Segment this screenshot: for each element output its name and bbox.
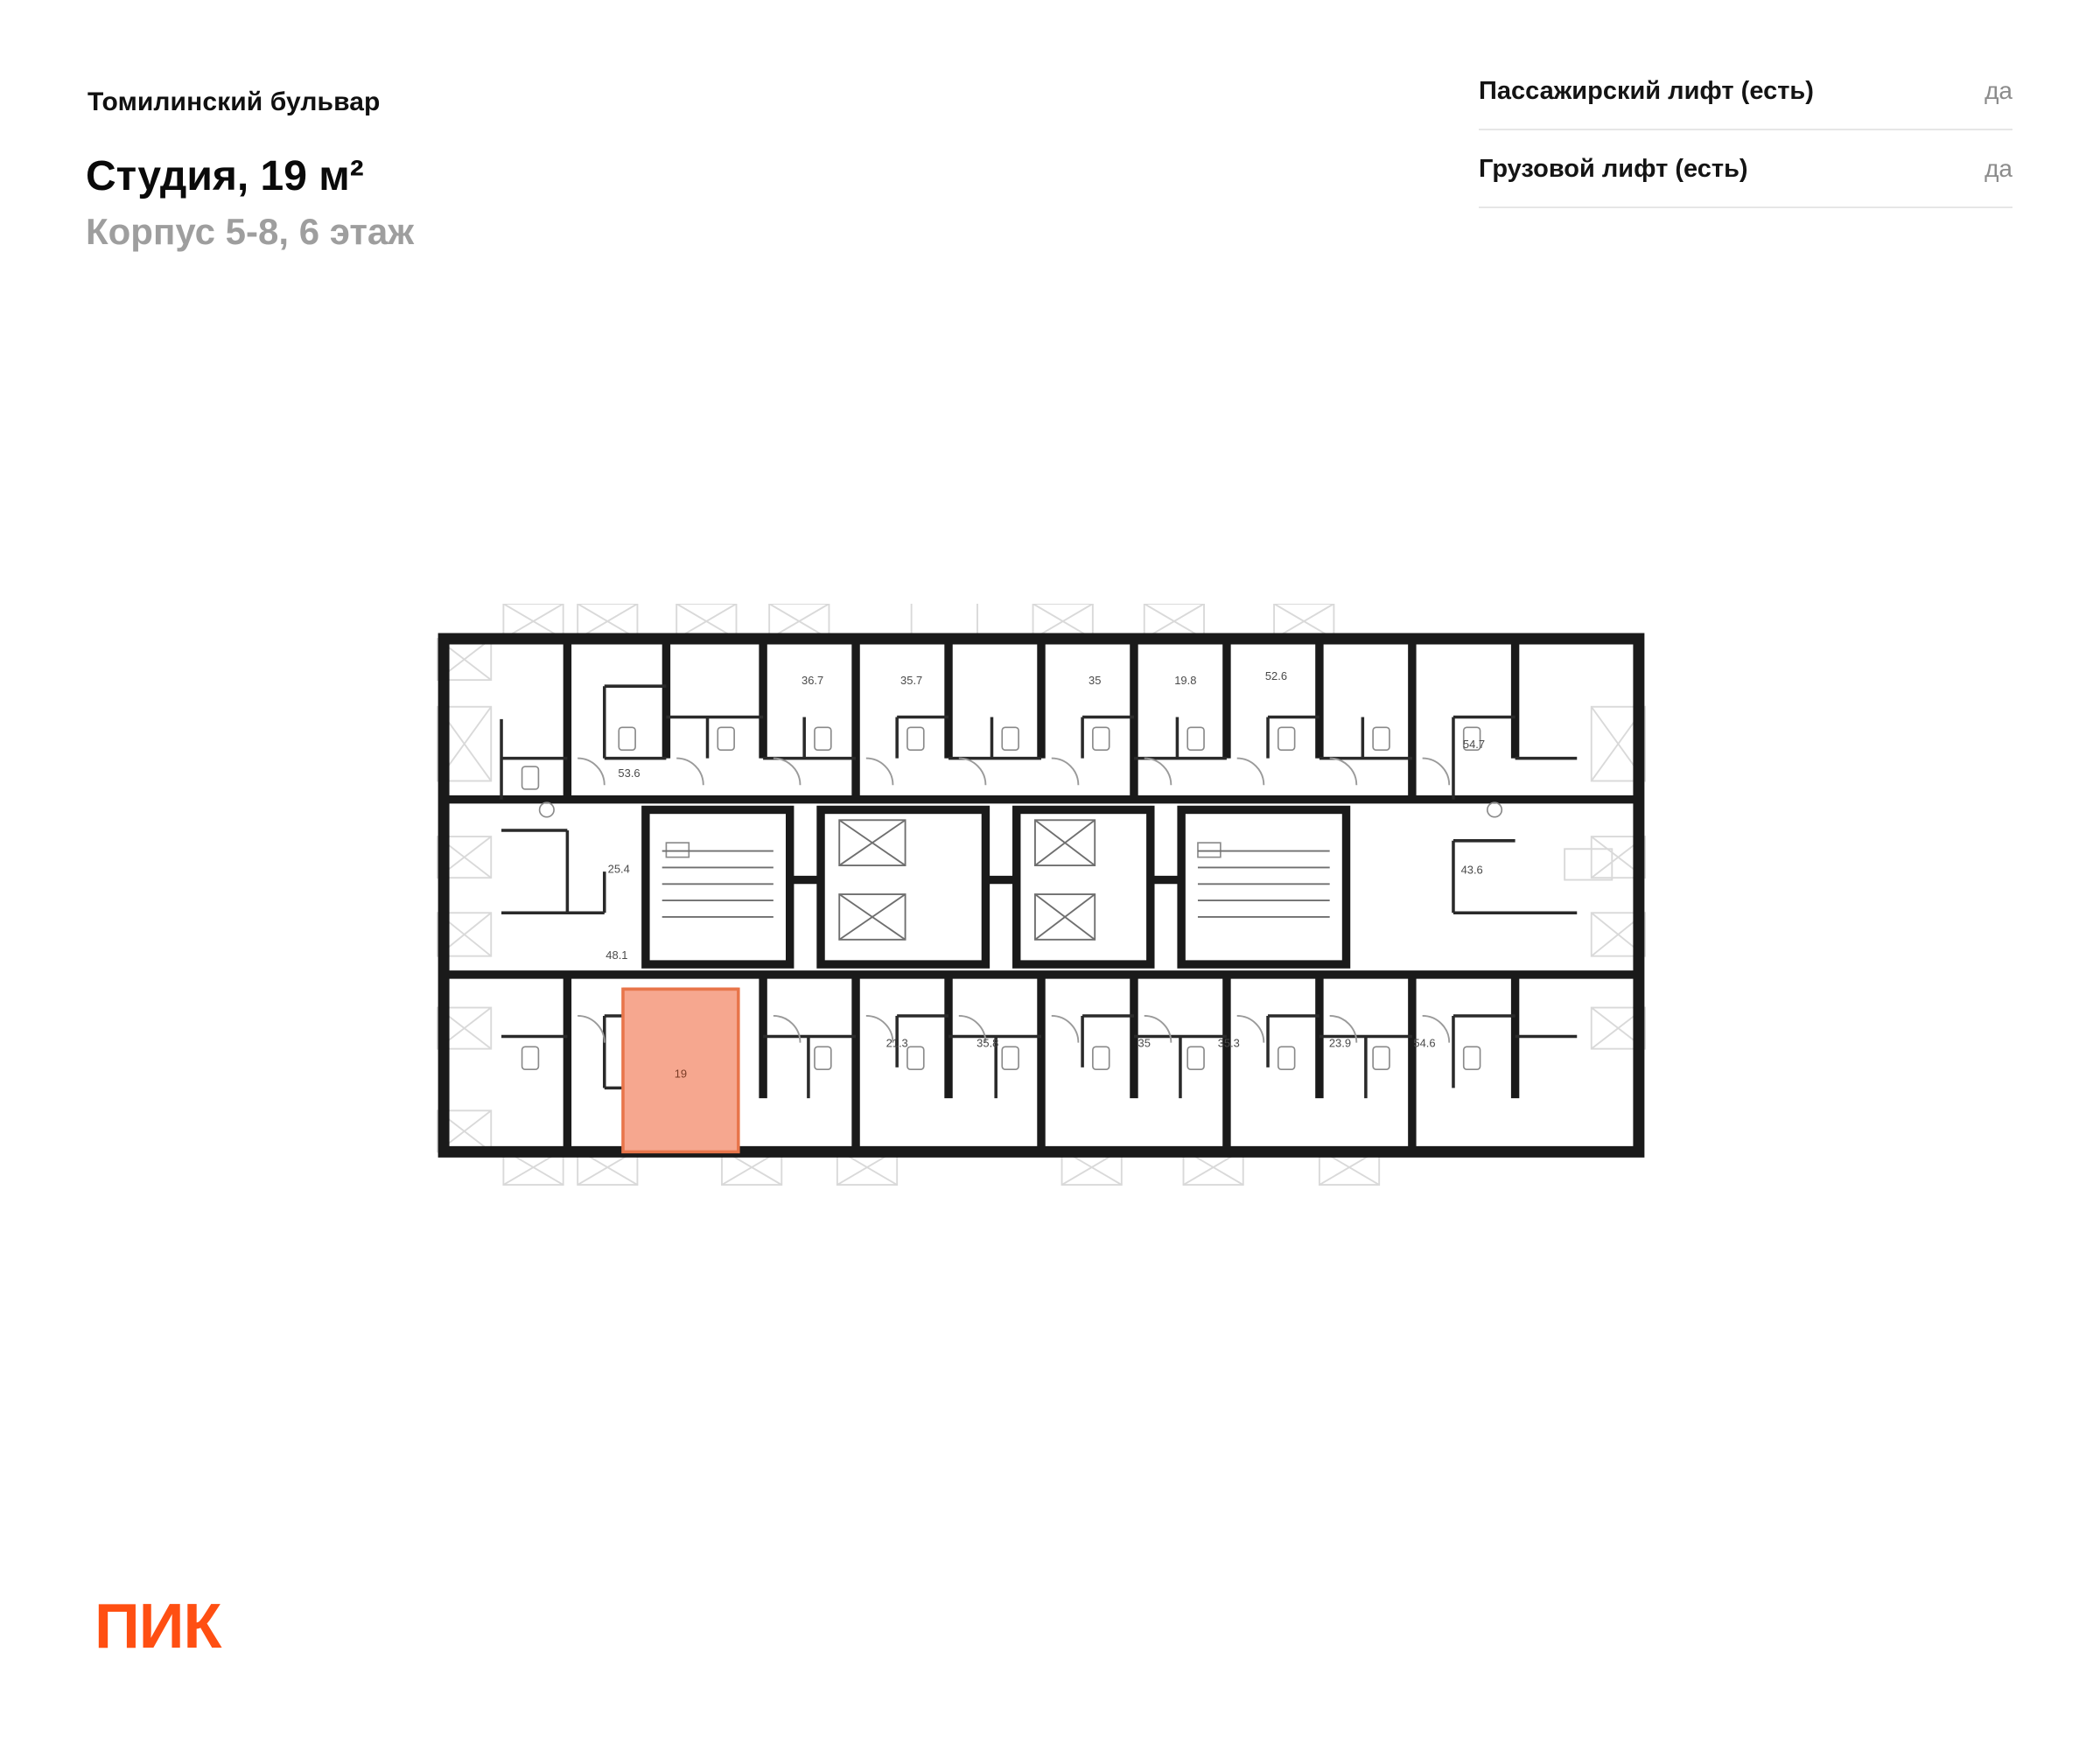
selected-area-label: 19 [674, 1067, 688, 1081]
area-label: 43.6 [1460, 863, 1483, 877]
area-label: 25.4 [607, 862, 630, 876]
area-label: 23.9 [1328, 1036, 1352, 1050]
page-title [86, 150, 414, 256]
area-label: 36.7 [802, 673, 824, 687]
pik-logo: ПИК [94, 1592, 221, 1662]
area-label: 35 [1088, 673, 1102, 687]
area-label: 35 [1138, 1036, 1151, 1050]
spec-row-freight-lift [1479, 155, 2012, 208]
floor-plan[interactable] [420, 604, 1662, 1242]
area-label: 54.6 [1413, 1036, 1436, 1050]
area-label: 35.3 [1217, 1036, 1240, 1050]
complex-name: Томилинский бульвар [88, 88, 381, 116]
selected-apartment[interactable] [623, 989, 738, 1152]
spec-value-passenger-lift: да [1984, 77, 2012, 104]
specs-list [1479, 77, 2012, 208]
area-label: 35.7 [900, 673, 923, 687]
spec-label-freight-lift: Грузовой лифт (есть) [1479, 155, 1748, 183]
flat-subtitle: Корпус 5-8, 6 этаж [86, 211, 415, 252]
spec-row-passenger-lift [1479, 77, 2012, 130]
area-label: 52.6 [1264, 669, 1288, 683]
area-label: 35.8 [976, 1036, 999, 1050]
flat-title: Студия, 19 м² [86, 153, 364, 200]
area-label: 48.1 [606, 948, 628, 962]
area-label: 54.7 [1462, 737, 1486, 751]
spec-label-passenger-lift: Пассажирский лифт (есть) [1479, 77, 1814, 105]
area-label: 21.3 [886, 1036, 908, 1050]
area-label: 19.8 [1174, 673, 1197, 687]
area-label: 53.6 [618, 766, 640, 780]
spec-value-freight-lift: да [1984, 155, 2012, 182]
